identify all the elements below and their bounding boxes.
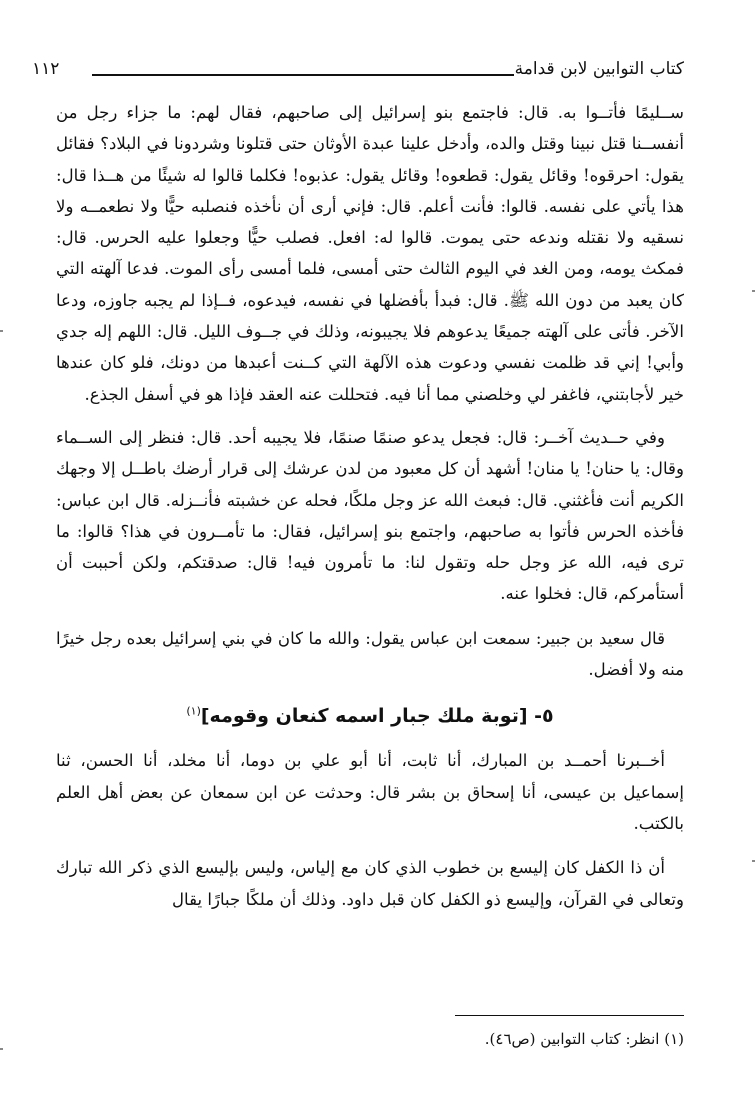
paragraph-other-hadith: وفي حــديث آخــر: قال: فجعل يدعو صنمًا صنمًا، فلا يجيبه أحد. قال: فنظر إلى الســماء وقال: يا حنان! يا منان! أشهد أن كل معبود من لدن عرشك إلى قرار أرضك باطــل إلا وجهك الكريم أنت فأغثني. قال: فبعث الله عز وجل ملكًا، فحله عن خشبته فأنــزله. قال ابن عباس: فأخذه الحرس فأتوا به صاحبهم، واجتمع بنو إسرائيل، فقال: ما تأمــرون في هذا؟ قالوا: ما ترى فيه، الله عز وجل حله وتقول لنا: ما تأمرون فيه! قال: صدقتكم، ولكن أحببت أن أستأمركم، قال: فخلوا عنه. <box>56 427 684 604</box>
section-number: ٥- <box>534 705 554 728</box>
book-title: كتاب التوابين لابن قدامة <box>514 59 684 79</box>
footnote-rule <box>455 1015 684 1016</box>
page-body <box>56 97 684 915</box>
section-heading <box>56 701 684 731</box>
running-header <box>32 52 684 88</box>
header-rule <box>92 74 514 76</box>
paragraph-isnad: أخــبرنا أحمــد بن المبارك، أنا ثابت، أنا أبو علي بن دوما، أنا مخلد، أنا الحسن، ثنا إسماعيل بن عيسى، أنا إسحاق بن بشر قال: وحدثت عن ابن سمعان عن بعض أهل العلم بالكتب. <box>56 751 684 833</box>
section-title: [توبة ملك جبار اسمه كنعان وقومه] <box>200 705 528 728</box>
scan-mark <box>0 330 3 332</box>
page-number: ١١٢ <box>32 59 60 79</box>
paragraph-dhul-kifl: أن ذا الكفل كان إليسع بن خطوب الذي كان مع إلياس، وليس بإليسع الذي ذكر الله تبارك وتعالى في القرآن، وإليسع ذو الكفل كان قبل داود. وذلك أن ملكًا جبارًا يقال <box>56 858 684 909</box>
scan-mark <box>0 1048 3 1050</box>
paragraph-said-ibn-jubayr: قال سعيد بن جبير: سمعت ابن عباس يقول: والله ما كان في بني إسرائيل بعده رجل خيرًا منه ولا أفضل. <box>56 628 684 680</box>
footnote: (١) انظر: كتاب التوابين (ص٤٦). <box>484 1030 684 1048</box>
paragraph-story: ســليمًا فأتــوا به. قال: فاجتمع بنو إسرائيل إلى صاحبهم، فقال لهم: ما جزاء رجل من أنفســنا قتل نبينا وقتل والده، وأدخل علينا عبدة الأوثان حتى قتلونا وشردونا في البلاد؟ فقائل يقول: احرقوه! وقائل يقول: قطعوه! وقائل يقول: عذبوه! فكلما قالوا له شيئًا من هــذا قال: هذا يأتي على نفسه. قالوا: فأنت أعلم. قال: فإني أرى أن نأخذه فنصلبه حيًّا ولا نطعمــه ولا نسقيه ولا نقتله وندعه حتى يموت. قالوا له: افعل. فصلب حيًّا وجعلوا عليه الحرس. قال: فمكث يومه، ومن الغد في اليوم الثالث حتى أمسى، فلما أمسى رأى الموت. فدعا آلهته التي كان يعبد من دون الله ﷺ. قال: فبدأ بأفضلها في نفسه، فيدعوه، فــإذا لم يجبه جاوزه، ودعا الآخر. فأتى على آلهته جميعًا يدعوهم فلا يجيبونه، وذلك في جــوف الليل. قال: اللهم إله جدي وأبي! إني قد ظلمت نفسي ودعوت هذه الآلهة التي كــنت أعبدها من دونك، فلو كان عندها خير لأجابتني، فاغفر لي وخلصني مما أنا فيه. فتحللت عنه العقد فإذا هو في أسفل الجذع. <box>56 103 684 404</box>
footnote-reference[interactable]: (١) <box>186 705 201 719</box>
